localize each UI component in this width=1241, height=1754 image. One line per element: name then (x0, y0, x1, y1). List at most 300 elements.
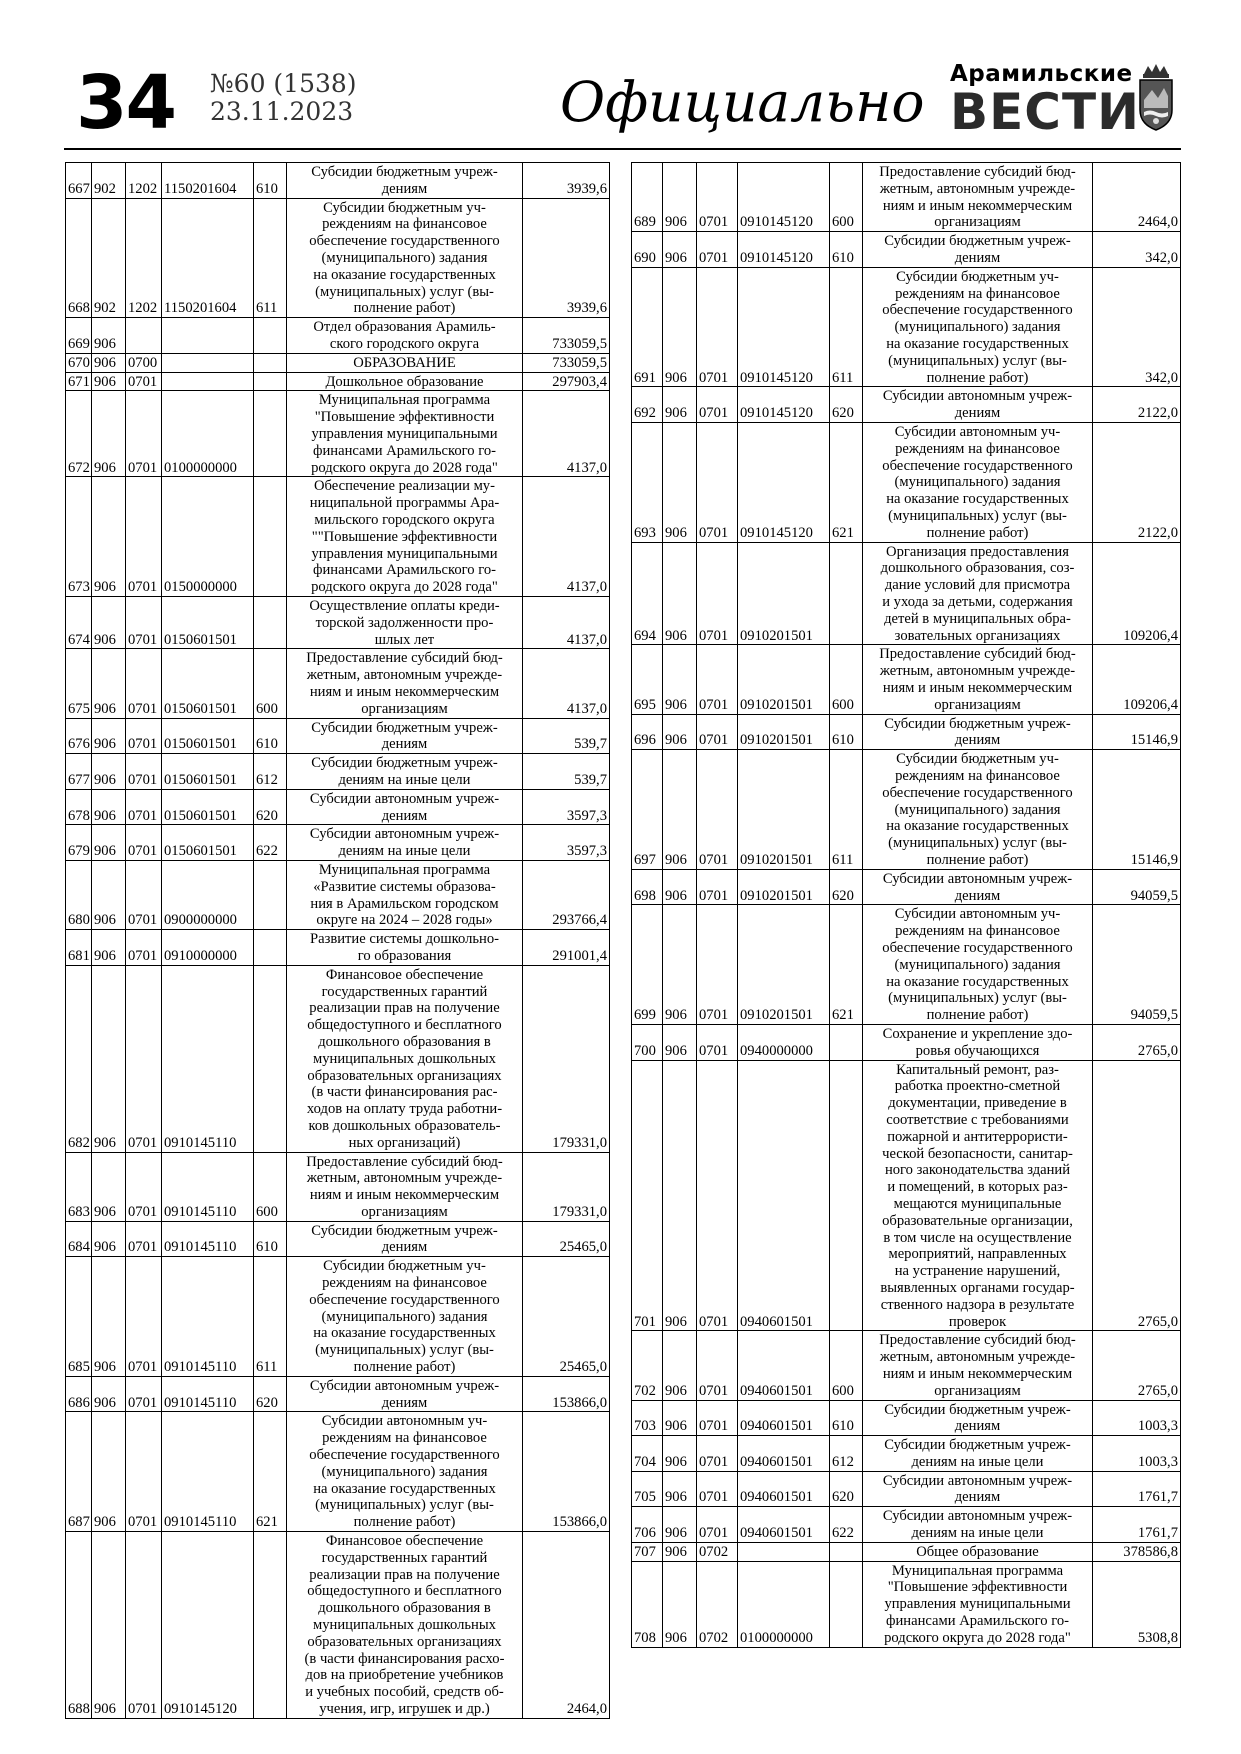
grbs-code: 906 (92, 1152, 126, 1221)
grbs-code: 906 (92, 860, 126, 929)
target-article-code: 0150601501 (162, 718, 254, 754)
amount-value: 1761,7 (1093, 1507, 1181, 1543)
table-row (632, 869, 1181, 905)
expense-type-code: 610 (830, 232, 863, 268)
row-number: 669 (66, 318, 92, 354)
table-row (66, 754, 610, 790)
amount-value: 2765,0 (1093, 1331, 1181, 1400)
expense-type-code (254, 1532, 287, 1719)
row-number: 701 (632, 1060, 663, 1331)
expense-description: Субсидии бюджетным учреж- дениям на иные цели (863, 1436, 1093, 1472)
expense-type-code: 610 (830, 714, 863, 750)
target-article-code: 0910145110 (162, 1412, 254, 1532)
section-code: 0701 (697, 1507, 738, 1543)
grbs-code: 906 (92, 372, 126, 391)
row-number: 675 (66, 649, 92, 718)
target-article-code: 0910201501 (738, 750, 830, 870)
section-code: 0701 (126, 1257, 162, 1377)
target-article-code: 0940601501 (738, 1471, 830, 1507)
expense-type-code: 611 (830, 750, 863, 870)
row-number: 679 (66, 825, 92, 861)
expense-description: Капитальный ремонт, раз- работка проектно-сметной документации, приведение в соответствие с требованиями пожарной и антитеррористи- ческой безопасности, санитар- ного законодательства зданий и помещений, в которых раз- мещаются муниципальные образовательные организации, в том числе на осуществление мероприятий, направленных на устранение нарушений, выявленных органами государ- ственного надзора в результате проверок (863, 1060, 1093, 1331)
table-row (66, 353, 610, 372)
expense-type-code (254, 477, 287, 597)
row-number: 685 (66, 1257, 92, 1377)
row-number: 670 (66, 353, 92, 372)
grbs-code: 906 (663, 869, 697, 905)
expense-description: Субсидии бюджетным уч- реждениям на финансовое обеспечение государственного (муниципального) задания на оказание государственных (муниципальных) услуг (вы- полнение работ) (287, 198, 523, 318)
expense-description: Финансовое обеспечение государственных гарантий реализации прав на получение общедоступного и бесплатного дошкольного образования в муниципальных дошкольных образовательных организациях (в части финансирования расхо- дов на приобретение учебников и учебных пособий, средств об- учения, игр, игрушек и др.) (287, 1532, 523, 1719)
target-article-code: 0940601501 (738, 1436, 830, 1472)
grbs-code: 906 (92, 1257, 126, 1377)
target-article-code: 0910145110 (162, 965, 254, 1152)
table-row (632, 387, 1181, 423)
target-article-code: 0940601501 (738, 1060, 830, 1331)
budget-table-left-body (66, 163, 610, 1719)
grbs-code: 906 (663, 905, 697, 1025)
amount-value: 109206,4 (1093, 645, 1181, 714)
amount-value: 94059,5 (1093, 869, 1181, 905)
coat-of-arms-icon (1134, 60, 1178, 132)
expense-type-code (254, 596, 287, 648)
table-row (632, 422, 1181, 542)
table-row (66, 930, 610, 966)
table-row (66, 860, 610, 929)
expense-description: Субсидии автономным учреж- дениям (287, 789, 523, 825)
expense-description: Обеспечение реализации му- ниципальной программы Ара- мильского городского округа ""Повышение эффективности управления муниципальными финансами Арамильского го- родского округа до 2028 года" (287, 477, 523, 597)
section-code: 0701 (126, 1152, 162, 1221)
table-row (66, 789, 610, 825)
expense-type-code (830, 542, 863, 645)
amount-value: 291001,4 (523, 930, 610, 966)
amount-value: 3597,3 (523, 789, 610, 825)
amount-value: 539,7 (523, 754, 610, 790)
grbs-code: 906 (92, 477, 126, 597)
grbs-code: 902 (92, 198, 126, 318)
section-code: 1202 (126, 198, 162, 318)
budget-table-right-body (632, 163, 1181, 1648)
grbs-code: 906 (92, 1532, 126, 1719)
grbs-code: 906 (663, 387, 697, 423)
section-code: 0701 (126, 1221, 162, 1257)
target-article-code: 0910145120 (162, 1532, 254, 1719)
row-number: 704 (632, 1436, 663, 1472)
grbs-code: 906 (663, 1331, 697, 1400)
expense-description: Субсидии автономным учреж- дениям (863, 869, 1093, 905)
row-number: 667 (66, 163, 92, 199)
table-row (632, 1436, 1181, 1472)
amount-value: 733059,5 (523, 353, 610, 372)
expense-description: Субсидии автономным учреж- дениям (287, 1376, 523, 1412)
target-article-code: 0910201501 (738, 905, 830, 1025)
section-code: 0701 (697, 869, 738, 905)
newspaper-logo (950, 61, 1140, 141)
target-article-code: 0910145120 (738, 422, 830, 542)
expense-description: Субсидии бюджетным уч- реждениям на финансовое обеспечение государственного (муниципального) задания на оказание государственных (муниципальных) услуг (вы- полнение работ) (863, 267, 1093, 387)
section-code: 0701 (126, 825, 162, 861)
amount-value: 15146,9 (1093, 750, 1181, 870)
expense-description: Дошкольное образование (287, 372, 523, 391)
target-article-code: 0940601501 (738, 1400, 830, 1436)
row-number: 708 (632, 1561, 663, 1647)
issue-number: №60 (1538) (210, 69, 357, 98)
expense-description: ОБРАЗОВАНИЕ (287, 353, 523, 372)
target-article-code: 0910201501 (738, 645, 830, 714)
target-article-code (738, 1542, 830, 1561)
row-number: 687 (66, 1412, 92, 1532)
expense-type-code: 600 (254, 1152, 287, 1221)
amount-value: 179331,0 (523, 965, 610, 1152)
grbs-code: 906 (663, 1471, 697, 1507)
row-number: 683 (66, 1152, 92, 1221)
row-number: 707 (632, 1542, 663, 1561)
row-number: 689 (632, 163, 663, 232)
section-code: 0701 (697, 905, 738, 1025)
expense-type-code: 620 (830, 1471, 863, 1507)
row-number: 699 (632, 905, 663, 1025)
section-code: 0701 (126, 596, 162, 648)
table-row (66, 1412, 610, 1532)
amount-value: 4137,0 (523, 649, 610, 718)
expense-type-code (830, 1024, 863, 1060)
section-code: 0702 (697, 1561, 738, 1647)
target-article-code: 0910145120 (738, 232, 830, 268)
expense-type-code: 600 (830, 645, 863, 714)
expense-type-code: 600 (830, 1331, 863, 1400)
header-rule (64, 148, 1181, 150)
grbs-code: 906 (663, 1024, 697, 1060)
row-number: 692 (632, 387, 663, 423)
expense-description: Осуществление оплаты креди- торской задолженности про- шлых лет (287, 596, 523, 648)
table-row (632, 1471, 1181, 1507)
amount-value: 1003,3 (1093, 1400, 1181, 1436)
section-code: 0701 (697, 267, 738, 387)
expense-type-code: 621 (254, 1412, 287, 1532)
row-number: 673 (66, 477, 92, 597)
budget-table-right (631, 162, 1181, 1648)
row-number: 702 (632, 1331, 663, 1400)
target-article-code: 0150601501 (162, 825, 254, 861)
grbs-code: 902 (92, 163, 126, 199)
table-row (632, 905, 1181, 1025)
section-code: 0701 (126, 372, 162, 391)
expense-type-code (254, 930, 287, 966)
target-article-code: 0910201501 (738, 542, 830, 645)
section-code: 0701 (126, 1412, 162, 1532)
logo-top-text: Арамильские (950, 61, 1133, 87)
expense-description: Предоставление субсидий бюд- жетным, автономным учрежде- ниям и иным некоммерческим организациям (287, 649, 523, 718)
target-article-code: 0940601501 (738, 1507, 830, 1543)
expense-type-code: 600 (830, 163, 863, 232)
amount-value: 1003,3 (1093, 1436, 1181, 1472)
amount-value: 378586,8 (1093, 1542, 1181, 1561)
expense-description: Предоставление субсидий бюд- жетным, автономным учрежде- ниям и иным некоммерческим организациям (863, 1331, 1093, 1400)
expense-type-code: 610 (254, 163, 287, 199)
table-row (632, 750, 1181, 870)
amount-value: 179331,0 (523, 1152, 610, 1221)
table-row (632, 1561, 1181, 1647)
target-article-code: 0910145110 (162, 1221, 254, 1257)
row-number: 681 (66, 930, 92, 966)
row-number: 676 (66, 718, 92, 754)
expense-description: Субсидии бюджетным учреж- дениям (287, 1221, 523, 1257)
amount-value: 2765,0 (1093, 1060, 1181, 1331)
section-code: 0701 (697, 1400, 738, 1436)
expense-type-code: 621 (830, 422, 863, 542)
expense-type-code: 621 (830, 905, 863, 1025)
grbs-code: 906 (92, 353, 126, 372)
target-article-code: 0910201501 (738, 714, 830, 750)
section-code: 1202 (126, 163, 162, 199)
row-number: 694 (632, 542, 663, 645)
table-row (632, 163, 1181, 232)
expense-type-code: 620 (830, 869, 863, 905)
section-code: 0700 (126, 353, 162, 372)
table-row (66, 372, 610, 391)
row-number: 668 (66, 198, 92, 318)
table-row (66, 825, 610, 861)
budget-table-left (65, 162, 610, 1719)
table-row (66, 198, 610, 318)
table-row (632, 1400, 1181, 1436)
grbs-code: 906 (663, 750, 697, 870)
expense-description: Субсидии бюджетным учреж- дениям (863, 1400, 1093, 1436)
expense-description: Отдел образования Арамиль- ского городского округа (287, 318, 523, 354)
row-number: 698 (632, 869, 663, 905)
expense-type-code: 610 (254, 1221, 287, 1257)
expense-description: Субсидии бюджетным уч- реждениям на финансовое обеспечение государственного (муниципального) задания на оказание государственных (муниципальных) услуг (вы- полнение работ) (287, 1257, 523, 1377)
target-article-code: 0150000000 (162, 477, 254, 597)
amount-value: 297903,4 (523, 372, 610, 391)
target-article-code: 0150601501 (162, 754, 254, 790)
amount-value: 94059,5 (1093, 905, 1181, 1025)
page-header (64, 58, 1181, 150)
grbs-code: 906 (663, 1542, 697, 1561)
amount-value: 15146,9 (1093, 714, 1181, 750)
expense-type-code: 612 (830, 1436, 863, 1472)
grbs-code: 906 (663, 542, 697, 645)
grbs-code: 906 (663, 1507, 697, 1543)
grbs-code: 906 (92, 596, 126, 648)
expense-description: Субсидии автономным учреж- дениям (863, 387, 1093, 423)
expense-description: Субсидии бюджетным учреж- дениям (863, 232, 1093, 268)
target-article-code: 1150201604 (162, 163, 254, 199)
table-row (66, 477, 610, 597)
grbs-code: 906 (92, 391, 126, 477)
target-article-code: 0910000000 (162, 930, 254, 966)
expense-type-code: 622 (254, 825, 287, 861)
row-number: 706 (632, 1507, 663, 1543)
grbs-code: 906 (663, 1400, 697, 1436)
grbs-code: 906 (92, 930, 126, 966)
target-article-code: 0910145110 (162, 1152, 254, 1221)
target-article-code: 0150601501 (162, 596, 254, 648)
expense-type-code (254, 965, 287, 1152)
section-code: 0701 (697, 1436, 738, 1472)
amount-value: 4137,0 (523, 596, 610, 648)
table-row (66, 718, 610, 754)
target-article-code (162, 372, 254, 391)
target-article-code: 0940000000 (738, 1024, 830, 1060)
table-row (632, 714, 1181, 750)
amount-value: 2765,0 (1093, 1024, 1181, 1060)
row-number: 682 (66, 965, 92, 1152)
expense-description: Субсидии бюджетным учреж- дениям на иные цели (287, 754, 523, 790)
amount-value: 293766,4 (523, 860, 610, 929)
expense-type-code (830, 1060, 863, 1331)
grbs-code: 906 (92, 789, 126, 825)
table-row (66, 163, 610, 199)
section-code: 0701 (697, 542, 738, 645)
issue-info (210, 70, 357, 126)
row-number: 691 (632, 267, 663, 387)
target-article-code: 0100000000 (162, 391, 254, 477)
target-article-code: 0910145120 (738, 267, 830, 387)
table-row (632, 1024, 1181, 1060)
target-article-code: 0910145110 (162, 1257, 254, 1377)
target-article-code: 1150201604 (162, 198, 254, 318)
row-number: 703 (632, 1400, 663, 1436)
section-code: 0701 (126, 965, 162, 1152)
expense-type-code: 622 (830, 1507, 863, 1543)
row-number: 690 (632, 232, 663, 268)
amount-value: 4137,0 (523, 391, 610, 477)
section-code: 0701 (126, 930, 162, 966)
grbs-code: 906 (92, 965, 126, 1152)
target-article-code: 0940601501 (738, 1331, 830, 1400)
amount-value: 3939,6 (523, 198, 610, 318)
table-row (66, 1532, 610, 1719)
target-article-code: 0910145110 (162, 1376, 254, 1412)
section-code: 0702 (697, 1542, 738, 1561)
expense-type-code (254, 353, 287, 372)
expense-description: Муниципальная программа «Развитие системы образова- ния в Арамильском городском округе на 2024 – 2028 годы» (287, 860, 523, 929)
expense-description: Предоставление субсидий бюд- жетным, автономным учрежде- ниям и иным некоммерческим организациям (287, 1152, 523, 1221)
row-number: 677 (66, 754, 92, 790)
target-article-code: 0910145120 (738, 387, 830, 423)
expense-description: Муниципальная программа "Повышение эффективности управления муниципальными финансами Арамильского го- родского округа до 2028 года" (287, 391, 523, 477)
amount-value: 2122,0 (1093, 422, 1181, 542)
amount-value: 3597,3 (523, 825, 610, 861)
expense-type-code (254, 318, 287, 354)
table-row (66, 391, 610, 477)
expense-type-code: 611 (830, 267, 863, 387)
section-code (126, 318, 162, 354)
grbs-code: 906 (92, 649, 126, 718)
grbs-code: 906 (663, 1060, 697, 1331)
grbs-code: 906 (92, 1376, 126, 1412)
section-code: 0701 (126, 718, 162, 754)
section-code: 0701 (697, 163, 738, 232)
section-code: 0701 (126, 1532, 162, 1719)
target-article-code: 0910201501 (738, 869, 830, 905)
amount-value: 2122,0 (1093, 387, 1181, 423)
table-row (66, 1152, 610, 1221)
issue-date: 23.11.2023 (210, 97, 354, 126)
row-number: 684 (66, 1221, 92, 1257)
section-code: 0701 (126, 789, 162, 825)
amount-value: 153866,0 (523, 1376, 610, 1412)
table-row (66, 965, 610, 1152)
amount-value: 25465,0 (523, 1257, 610, 1377)
target-article-code: 0150601501 (162, 789, 254, 825)
grbs-code: 906 (663, 232, 697, 268)
target-article-code: 0900000000 (162, 860, 254, 929)
grbs-code: 906 (92, 1412, 126, 1532)
grbs-code: 906 (663, 1561, 697, 1647)
row-number: 705 (632, 1471, 663, 1507)
row-number: 674 (66, 596, 92, 648)
row-number: 700 (632, 1024, 663, 1060)
section-code: 0701 (697, 387, 738, 423)
section-code: 0701 (697, 232, 738, 268)
amount-value: 342,0 (1093, 267, 1181, 387)
row-number: 688 (66, 1532, 92, 1719)
table-row (632, 1507, 1181, 1543)
row-number: 680 (66, 860, 92, 929)
table-row (632, 542, 1181, 645)
grbs-code: 906 (663, 267, 697, 387)
row-number: 693 (632, 422, 663, 542)
expense-description: Субсидии автономным уч- реждениям на финансовое обеспечение государственного (муниципального) задания на оказание государственных (муниципальных) услуг (вы- полнение работ) (863, 905, 1093, 1025)
expense-type-code: 610 (830, 1400, 863, 1436)
page-number: 34 (76, 60, 175, 146)
expense-type-code: 620 (254, 1376, 287, 1412)
amount-value: 25465,0 (523, 1221, 610, 1257)
expense-type-code (254, 391, 287, 477)
target-article-code: 0150601501 (162, 649, 254, 718)
amount-value: 2464,0 (1093, 163, 1181, 232)
table-row (66, 1376, 610, 1412)
grbs-code: 906 (92, 718, 126, 754)
target-article-code: 0910145120 (738, 163, 830, 232)
expense-description: Общее образование (863, 1542, 1093, 1561)
expense-type-code: 620 (830, 387, 863, 423)
section-code: 0701 (126, 860, 162, 929)
amount-value: 733059,5 (523, 318, 610, 354)
amount-value: 153866,0 (523, 1412, 610, 1532)
target-article-code (162, 318, 254, 354)
table-row (66, 596, 610, 648)
amount-value: 5308,8 (1093, 1561, 1181, 1647)
row-number: 671 (66, 372, 92, 391)
expense-description: Субсидии автономным учреж- дениям на иные цели (863, 1507, 1093, 1543)
grbs-code: 906 (92, 1221, 126, 1257)
target-article-code: 0100000000 (738, 1561, 830, 1647)
expense-type-code: 620 (254, 789, 287, 825)
amount-value: 342,0 (1093, 232, 1181, 268)
grbs-code: 906 (663, 1436, 697, 1472)
expense-description: Субсидии бюджетным учреж- дениям (287, 718, 523, 754)
table-row (66, 318, 610, 354)
row-number: 697 (632, 750, 663, 870)
row-number: 678 (66, 789, 92, 825)
expense-type-code (254, 372, 287, 391)
amount-value: 539,7 (523, 718, 610, 754)
table-row (632, 1542, 1181, 1561)
table-row (632, 645, 1181, 714)
expense-type-code: 610 (254, 718, 287, 754)
expense-description: Сохранение и укрепление здо- ровья обучающихся (863, 1024, 1093, 1060)
section-code: 0701 (697, 714, 738, 750)
expense-type-code (254, 860, 287, 929)
grbs-code: 906 (663, 163, 697, 232)
section-code: 0701 (697, 645, 738, 714)
expense-description: Предоставление субсидий бюд- жетным, автономным учрежде- ниям и иным некоммерческим организациям (863, 163, 1093, 232)
expense-description: Предоставление субсидий бюд- жетным, автономным учрежде- ниям и иным некоммерческим организациям (863, 645, 1093, 714)
grbs-code: 906 (92, 754, 126, 790)
expense-type-code: 612 (254, 754, 287, 790)
